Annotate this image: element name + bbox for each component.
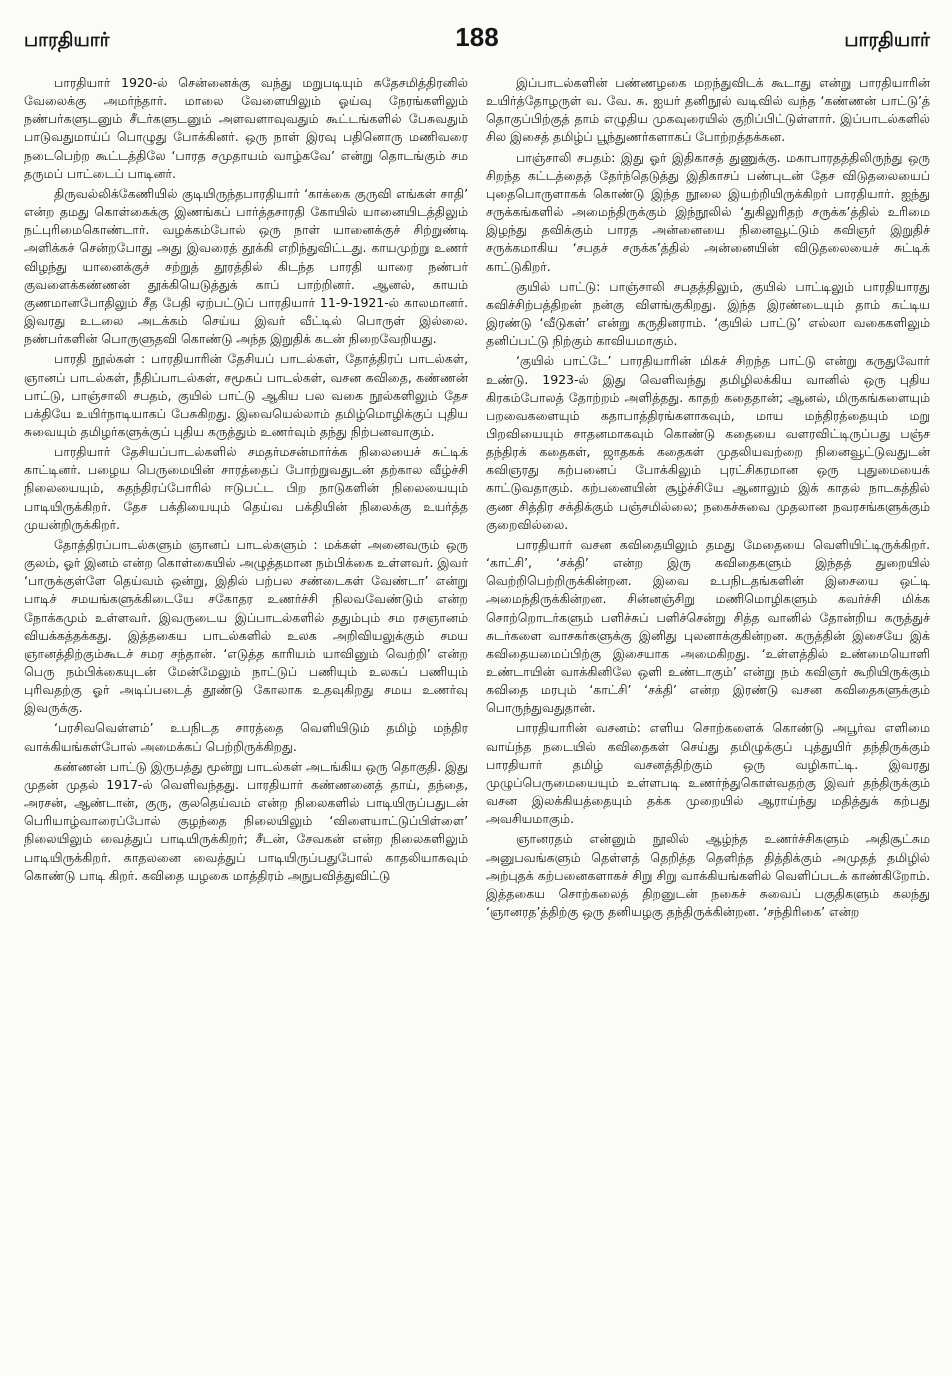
- paragraph: பாரதியார் 1920-ல் சென்னைக்கு வந்து மறுபடியும் சுதேசமித்திரனில் வேலைக்கு அமர்ந்தார். மாலை வேளையிலும் ஓய்வு நேரங்களிலும் நண்பர்களுடனும் சீடர்களுடனும் அளவளாவுவதும் கூட்டங்களில் பேசுவதும் பாடுவதுமாய்ப் பொழுது போக்கினர். ஒரு நாள் இரவு பதினொரு மணிவரை நடைபெற்ற கூட்டத்திலே ‘பாரத சமுதாயம் வாழ்கவே’ என்று தொடங்கும் சம தருமப் பாட்டைப் பாடினர்.: [24, 75, 468, 181]
- paragraph: தோத்திரப்பாடல்களும் ஞானப் பாடல்களும் : மக்கள் அனைவரும் ஒரு குலம், ஓர் இனம் என்ற கொள்கையில் அழுத்தமான நம்பிக்கை உள்ளவர். இவர் ‘பாருக்குள்ளே தெய்வம் ஒன்று, இதில் பற்பல சண்டைகள் வேண்டா’ என்று பாடிச் சமயங்களுக்கிடையே சகோதர உணர்ச்சி நிலவவேண்டும் என்ற நோக்கமும் உள்ளவர். இவருடைய இப்பாடல்களில் ததும்பும் சம ரசஞானம் வியக்கத்தக்கது. இத்தகைய பாடல்களில் உலக அறிவியலுக்கும் சமய ஞானத்திற்கும்கூடச் சமர சந்தான். ‘எடுத்த காரியம் யாவினும் வெற்றி’ என்ற பெரு நம்பிக்கையுடன் மேன்மேலும் நாட்டுப் பணியும் உலகப் பணியும் புரிவதற்கு ஓர் அடிப்படைத் தூண்டு கோலாக உதவுகிறது சமய உணர்வு இவருக்கு.: [24, 536, 468, 716]
- paragraph: இப்பாடல்களின் பண்ணழகை மறந்துவிடக் கூடாது என்று பாரதியாரின் உயிர்த்தோழருள் வ. வே. சு. ஐயர் தனிநூல் வடிவில் வந்த ‘கண்ணன் பாட்டு’த் தொகுப்பிற்குத் தாம் எழுதிய முகவுரையில் குறிப்பிட்டுள்ளார். இப்பாடல்களில் சில இசைத் தமிழ்ப் பூந்துணர்களாகப் போற்றத்தக்கன.: [486, 75, 930, 145]
- running-head-left: பாரதியார்: [24, 30, 110, 51]
- paragraph: கண்ணன் பாட்டு இருபத்து மூன்று பாடல்கள் அடங்கிய ஒரு தொகுதி. இது முதன் முதல் 1917-ல் வெளிவந்தது. பாரதியார் கண்ணனைத் தாய், தந்தை, அரசன், ஆண்டான், குரு, குலதெய்வம் என்ற நிலைகளில் பாடியிருப்பதுடன் பெரியாழ்வாரைப்போல் குழந்தை நிலையிலும் ‘விளையாட்டுப்பிள்ளை’ நிலையிலும் வைத்துப் பாடியிருக்கிறர்; சீடன், சேவகன் என்ற நிலைகளிலும் பாடியிருக்கிறர். காதலனை வைத்துப் பாடியிருப்பதுபோல் காதலியாகவும் கொண்டு பாடி கிறர். கவிதை யழகை மாத்திரம் அநுபவித்துவிட்டு: [24, 758, 468, 883]
- page-header: [24, 22, 930, 66]
- right-column: [486, 74, 930, 1364]
- paragraph: பாரதியாரின் வசனம்: எளிய சொற்களைக் கொண்டு அபூர்வ எளிமை வாய்ந்த நடையில் கவிதைகள் செய்து தமிழுக்குப் புத்துயிர் தந்திருக்கும் பாரதியார் தமிழ் வசனத்திற்கும் ஒரு வழிகாட்டி. இவரது முழுப்பெருமையையும் உள்ளபடி உணர்ந்துகொள்வதற்கு இவர் தந்திருக்கும் வசன இலக்கியத்தையும் தக்க முறையில் ஆராய்ந்து மதித்துக் கற்பது அவசியமாகும்.: [486, 720, 930, 827]
- paragraph: பாரதியார் தேசியப்பாடல்களில் சமதர்மசன்மார்க்க நிலையைச் சுட்டிக் காட்டினர். பழைய பெருமையின் சாரத்தைப் போற்றுவதுடன் தற்கால வீழ்ச்சி நிலையையும், சுதந்திரப்போரில் ஈடுபட்ட பிற நாடுகளின் நிலையையும் பாடியிருக்கிறர். தேச பக்தியையும் தெய்வ பக்தியின் நிலைக்கு உயர்த்த முயன்றிருக்கிறர்.: [24, 444, 468, 532]
- paragraph: பாரதியார் வசன கவிதையிலும் தமது மேதையை வெளியிட்டிருக்கிறர். ‘காட்சி’, ‘சக்தி’ என்ற இரு கவிதைகளும் இந்தத் துறையில் வெற்றிபெற்றிருக்கின்றன. இவை உபநிடதங்களின் இசையை ஒட்டி அமைந்திருக்கின்றன. சின்னஞ்சிறு மணிமொழிகளும் கவர்ச்சி மிக்க சொற்றொடர்களும் பளிச்சுப் பளிச்சென்று சித்த வானில் தோன்றிய கருத்துச் சுடர்களை வாசகர்களுக்கு இனிது புலனாக்குகின்றன. கருத்தின் இசையே இக் கவிதையமைப்பிற்கு இசையாக அமைகிறது. ‘உள்ளத்தில் உண்மையொளி உண்டாயின் வாக்கினிலே ஒளி உண்டாகும்’ என்று நம் கவிஞர் கூறியிருக்கும் கவிதை மரபும் ‘காட்சி’ ‘சக்தி’ என்ற இரண்டு வசன கவிதைகளுக்கும் பொருந்துவதுதான்.: [486, 536, 930, 716]
- paragraph: திருவல்லிக்கேணியில் குடியிருந்தபாரதியார் ‘காக்கை குருவி எங்கள் சாதி’ என்ற தமது கொள்கைக்கு இணங்கப் பார்த்தசாரதி கோயில் யானையிடத்திலும் நட்புரிமைகொண்டார். வழக்கம்போல் ஒரு நாள் யானைக்குச் சிற்றுண்டி அளிக்கச் சென்றபோது அது இவரைத் தூக்கி எறிந்துவிட்டது. காயமுற்று உணர் விழந்து யானைக்குச் சற்றுத் தூரத்தில் கிடந்த பாரதி யாரை நண்பர் குவளைக்கண்ணன் தூக்கியெடுத்துக் காப் பாற்றினர். ஆனல், காயம் குணமானபோதிலும் சீத பேதி ஏற்பட்டுப் பாரதியார் 11-9-1921-ல் காலமானர். இவரது உடலை அடக்கம் செய்ய இவர் வீட்டில் பொருள் இல்லை. நண்பர்களின் பொருளுதவி கொண்டு அந்த இறுதிக் கடன் நிறைவேறியது.: [24, 185, 468, 347]
- paragraph: ‘குயில் பாட்டே’ பாரதியாரின் மிகச் சிறந்த பாட்டு என்று கருதுவோர் உண்டு. 1923-ல் இது வெளிவந்து தமிழிலக்கிய வானில் ஒரு புதிய கிரகம்போலத் தோற்றம் அளித்தது. காதற் கதைதான்; ஆனல், மிருகங்களையும் பறவைகளையும் கதாபாத்திரங்களாகவும், மாய மந்திரத்தையும் மறு பிறவியையும் சாதனமாகவும் கொண்டு கதையை வளரவிட்டிருப்பது பஞ்ச தந்திரக் கதைகள், ஜாதகக் கதைகள் முதலியவற்றை நினைவூட்டுவதுடன் கவிஞரது கற்பனைப் போக்கிலும் புரட்சிகரமான ஒரு புதுமையைக் காட்டுவதாகும். கற்பனையின் சூழ்ச்சியே ஆனாலும் இக் காதல் நாடகத்தில் குண சித்திர சக்திக்கும் பஞ்சமில்லை; நகைச்சுவை முதலான நவரசங்களுக்கும் குறைவில்லை.: [486, 353, 930, 532]
- running-head-right: பாரதியார்: [844, 30, 930, 51]
- text-columns: [24, 74, 930, 1364]
- paragraph: பாரதி நூல்கள் : பாரதியாரின் தேசியப் பாடல்கள், தோத்திரப் பாடல்கள், ஞானப் பாடல்கள், நீதிப்பாடல்கள், சமூகப் பாடல்கள், வசன கவிதை, கண்ணன் பாட்டு, பாஞ்சாலி சபதம், குயில் பாட்டு ஆகிய பல வகை நூல்களிலும் தேச பக்தியே உயிர்நாடியாகப் பேசுகிறது. இவையெல்லாம் தமிழ்மொழிக்குப் புதிய சுவையும் தமிழர்களுக்குப் புதிய கருத்தும் உணர்வும் தந்து நிற்பனவாகும்.: [24, 351, 468, 439]
- left-column: [24, 74, 468, 1364]
- paragraph: பாஞ்சாலி சபதம்: இது ஓர் இதிகாசத் துணுக்கு. மகாபாரதத்திலிருந்து ஒரு சிறந்த கட்டத்தைத் தேர்ந்தெடுத்து இதிகாசப் பண்புடன் தேச விடுதலையைப் புதைபொருளாகக் கொண்டு இந்த நூலை இயற்றியிருக்கிறர் பாரதியார். ஐந்து சருக்கங்களில் அமைந்திருக்கும் இந்நூலில் ‘துகிலுரிதற் சருக்க’த்தில் உரிமை இழந்து தவிக்கும் பாரத அன்னையை நினைவூட்டும் கவிஞர் இறுதிச் சருக்கமாகிய ‘சபதச் சருக்க’த்தில் அன்னையின் விடுதலையைச் சுட்டிக் காட்டுகிறர்.: [486, 149, 930, 274]
- paragraph: குயில் பாட்டு: பாஞ்சாலி சபதத்திலும், குயில் பாட்டிலும் பாரதியாரது கவிச்சிற்பத்திறன் நன்கு விளங்குகிறது. இந்த இரண்டையும் தாம் கட்டிய இரண்டு ‘வீடுகள்’ என்று கருதினராம். ‘குயில் பாட்டு’ எல்லா வகைகளிலும் தனிப்பட்டு நிற்கும் காவியமாகும்.: [486, 278, 930, 349]
- paragraph: ‘பரசிவவெள்ளம்’ உபநிடத சாரத்தை வெளியிடும் தமிழ் மந்திர வாக்கியங்கள்போல் அமைக்கப் பெற்றிருக்கிறது.: [24, 720, 468, 754]
- page-number: 188: [455, 22, 499, 52]
- paragraph: ஞானரதம் என்னும் நூலில் ஆழ்ந்த உணர்ச்சிகளும் அதிசூட்சும அனுபவங்களும் தெள்ளத் தெறித்த தெளிந்த தித்திக்கும் அமுதத் தமிழில் அற்புதக் கற்பனைகளாகச் சிறு சிறு வாக்கியங்களில் வெளிப்படக் காண்கிறோம். இத்தகைய சொற்கலைத் திறனுடன் நகைச் சுவைப் பகுதிகளும் கலந்து ‘ஞானரத’த்திற்கு ஒரு தனியழகு தந்திருக்கின்றன. ‘சந்திரிகை’ என்ற: [486, 831, 930, 920]
